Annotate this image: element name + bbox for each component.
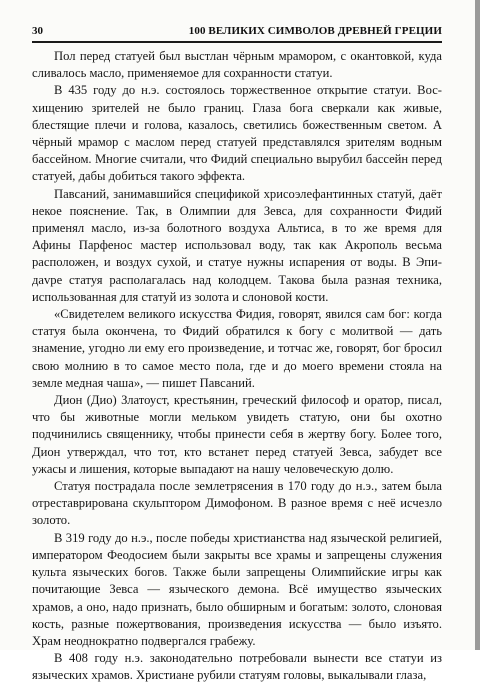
- paragraph: В 408 году н.э. законодательно потребовали вынести все статуи из языческих храмов. Христиане рубили статуям головы, выкалывали глаза,: [32, 651, 442, 683]
- quote-paragraph: «Свидетелем великого искусства Фидия, говорят, явился сам бог: когда статуя была окончена, то Фидий обратился к богу с молитвой — дать знамение, угодно ли ему его произведение, и тотчас же, говорят, бог бросил свою молнию в то самое место пола, где и до моего времени стояла на земле медная чаша», — пишет Павсаний.: [32, 307, 442, 390]
- paragraph: В 435 году до н.э. состоялось торжественное открытие статуи. Восхищению зрителей не было границ. Глаза бога сверкали как живые, блестящие плечи и голова, казалось, светились божественным светом. А чёрный мрамор с маслом перед статуей представлялся зрителям водным бассейном. Многие считали, что Фидий специально вырубил бассейн перед статуей, дабы добиться такого эффекта.: [32, 83, 442, 184]
- paragraph: Павсаний, занимавшийся спецификой хрисоэлефантинных статуй, даёт некое пояснение. Так, в Олимпии для Зевса, для сохранности Фидий применял масло, из-за болотного воздуха Альтиса, в то же время для Афины Парфенос мастер использовал воду, так как Акрополь весьма расположен, и воздух сухой, и статуе нужны испарения от воды. В Эпидavре статуя располагалась над колодцем. Такова была разная техника, использованная для статуй из золота и слоновой кости.: [32, 186, 442, 304]
- page-header: [32, 23, 442, 43]
- paragraph: Пол перед статуей был выстлан чёрным мрамором, с окантовкой, куда сливалось масло, применяемое для сохранности статуи.: [32, 49, 442, 81]
- page-body: [32, 48, 442, 685]
- paragraph: Дион (Дио) Златоуст, крестьянин, греческий философ и оратор, писал, что бы животные могли мельком увидеть статую, они бы охотно подчинились священнику, чтобы принести себя в жертву богу. Более того, Дион утверждал, что тот, кто встанет перед статуей Зевса, забудет все ужасы и лишения, которые выпадают на нашу человеческую долю.: [32, 393, 442, 476]
- paragraph: В 319 году до н.э., после победы христианства над языческой религией, императором Феодосием были закрыты все храмы и запрещены служения культа языческих богов. Также были запрещены Олимпийские игры как почитающие Зевса — языческого демона. Всё имущество языческих храмов, а оно, надо признать, было обширным и богатым: золото, слоновая кость, разные пожертвования, произведения искусства — было изъято. Храм неоднократно подвергался грабежу.: [32, 530, 442, 648]
- running-title: 100 ВЕЛИКИХ СИМВОЛОВ ДРЕВНЕЙ ГРЕЦИИ: [188, 25, 442, 37]
- paragraph: Статуя пострадала после землетрясения в 170 году до н.э., затем была отреставрирована скульптором Димофоном. В разное время с неё исчезло золото.: [32, 479, 442, 528]
- page-number: 30: [32, 25, 43, 37]
